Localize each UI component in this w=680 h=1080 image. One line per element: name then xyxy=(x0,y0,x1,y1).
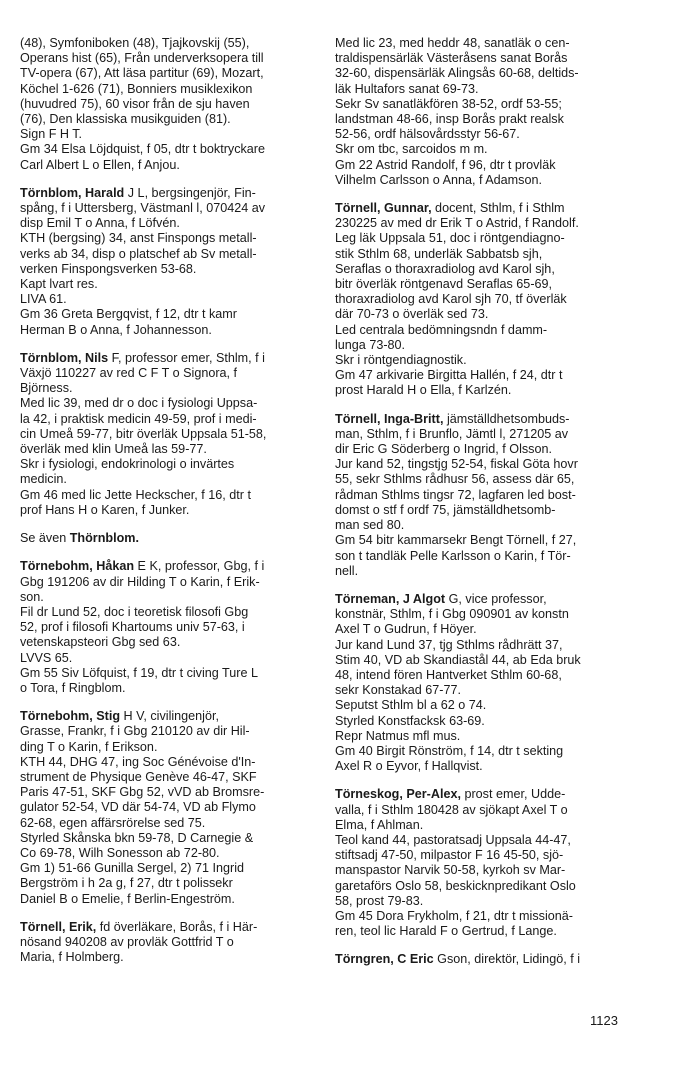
entry-first-line xyxy=(20,351,320,366)
text-line: sekr Konstakad 67-77. xyxy=(335,683,462,698)
text-line: (huvudred 75), 60 visor från de sju haven xyxy=(20,96,250,111)
entry-name: Törngren, C xyxy=(335,952,410,967)
text-line: man, Sthlm, f i Brunflo, Jämtl l, 271205 av xyxy=(335,426,569,441)
text-line: man sed 80. xyxy=(335,518,405,533)
see-also-reference xyxy=(20,531,320,546)
entry-lead: Gson, direktör, Lidingö, f i xyxy=(433,952,580,967)
text-line: medicin. xyxy=(20,472,67,487)
entry-tornell-erik xyxy=(20,920,320,966)
text-line: stik Sthlm 68, underläk Sabbatsb sjh, xyxy=(335,246,543,261)
text-line: thoraxradiolog avd Karol sjh 70, tf överläk xyxy=(335,292,567,307)
text-line: Gm 46 med lic Jette Heckscher, f 16, dtr t xyxy=(20,487,251,502)
text-line: prof Hans H o Karen, f Junker. xyxy=(20,502,190,517)
entry-tornebohm-hakan xyxy=(20,559,320,696)
entry-first-line xyxy=(20,920,320,935)
text-line: Gm 22 Astrid Randolf, f 96, dtr t provläk xyxy=(335,157,556,172)
text-line: 52, prof i filosofi Khartoums univ 57-63, i xyxy=(20,620,245,635)
text-line: Gm 47 arkivarie Birgitta Hallén, f 24, dtr t xyxy=(335,368,563,383)
text-line: Kapt lvart res. xyxy=(20,277,98,292)
text-line: Styrled Skånska bkn 59-78, D Carnegie & xyxy=(20,830,254,845)
text-line: Jur kand Lund 37, tjg Sthlms rådhrätt 37, xyxy=(335,637,563,652)
text-line: Gbg 191206 av dir Hilding T o Karin, f Erik- xyxy=(20,574,260,589)
text-line: son. xyxy=(20,589,44,604)
text-line: Herman B o Anna, f Johannesson. xyxy=(20,322,212,337)
text-line: Carl Albert L o Ellen, f Anjou. xyxy=(20,157,180,172)
text-line: traldispensärläk Västeråsens sanat Borås xyxy=(335,51,568,66)
text-line: LIVA 61. xyxy=(20,292,67,307)
text-line: son t tandläk Pelle Karlsson o Karin, f Tör- xyxy=(335,548,571,563)
text-line: Gm 54 bitr kammarsekr Bengt Törnell, f 27, xyxy=(335,533,577,548)
text-line: Skr i fysiologi, endokrinologi o invärtes xyxy=(20,457,235,472)
text-line: Teol kand 44, pastoratsadj Uppsala 44-47, xyxy=(335,832,571,847)
text-line: valla, f i Sthlm 180428 av sjökapt Axel T o xyxy=(335,802,568,817)
entry-first-line xyxy=(335,952,635,967)
entry-tornebohm-stig xyxy=(20,709,320,907)
text-line: garetaförs Oslo 58, beskicknpredikant Oslo xyxy=(335,878,576,893)
text-line: Paris 47-51, SKF Gbg 52, vVD ab Bromsre- xyxy=(20,785,265,800)
page-number: 1123 xyxy=(590,1013,618,1028)
text-line: Styrled Konstfacksk 63-69. xyxy=(335,713,485,728)
text-line: ding T o Karin, f Erikson. xyxy=(20,739,158,754)
text-line: dir Eric G Söderberg o Ingrid, f Olsson. xyxy=(335,442,552,457)
see-also-prefix: Se även xyxy=(20,531,70,546)
text-line: landstman 48-66, insp Borås prakt realsk xyxy=(335,112,564,127)
text-line: TV-opera (67), Att läsa partitur (69), Mozart, xyxy=(20,66,264,81)
entry-first-line xyxy=(20,559,320,574)
text-line: Fil dr Lund 52, doc i teoretisk filosofi Gbg xyxy=(20,604,249,619)
text-line: disp Emil T o Anna, f Löfvén. xyxy=(20,216,180,231)
entry-name: Törnell, Erik, xyxy=(20,919,97,934)
text-line: Elma, f Ahlman. xyxy=(335,817,424,832)
right-column xyxy=(335,36,635,981)
entry-first-line xyxy=(20,186,320,201)
entry-lead: docent, Sthlm, f i Sthlm xyxy=(431,201,565,216)
text-line: strument de Physique Genève 46-47, SKF xyxy=(20,769,257,784)
entry-lead: G, vice professor, xyxy=(445,591,547,606)
entry-continued xyxy=(20,36,320,173)
text-line: Gm 36 Greta Bergqvist, f 12, dtr t kamr xyxy=(20,307,237,322)
entry-lead: E K, professor, Gbg, f i xyxy=(134,559,265,574)
entry-name: Törnblom, Harald xyxy=(20,185,125,200)
entry-name: Törnblom, Nils xyxy=(20,350,109,365)
text-line: manspastor Narvik 50-58, kyrkoh sv Mar- xyxy=(335,863,566,878)
entry-lead: jämställdhetsombuds- xyxy=(443,411,570,426)
text-line: cin Umeå 59-77, bitr överläk Uppsala 51-58, xyxy=(20,426,267,441)
entry-tornblom-nils xyxy=(20,351,320,518)
entry-first-line xyxy=(20,709,320,724)
entry-tornell-erik-continued xyxy=(335,36,635,188)
text-line: la 42, i praktisk medicin 49-59, prof i medi- xyxy=(20,411,257,426)
text-line: Björness. xyxy=(20,381,73,396)
entry-first-line xyxy=(20,531,320,546)
text-line: Daniel B o Emelie, f Berlin-Engeström. xyxy=(20,891,235,906)
text-line: Skr i röntgendiagnostik. xyxy=(335,353,467,368)
text-line: bitr överläk röntgenavd Seraflas 65-69, xyxy=(335,277,553,292)
entry-tornell-gunnar xyxy=(335,201,635,399)
text-line: Skr om tbc, sarcoidos m m. xyxy=(335,142,488,157)
entry-first-line xyxy=(335,412,635,427)
entry-name: Törnebohm, Håkan xyxy=(20,559,135,574)
text-line: Växjö 110227 av red C F T o Signora, f xyxy=(20,366,238,381)
text-line: domst o stf f ordf 75, jämställdhetsomb- xyxy=(335,502,556,517)
text-line: läk Hultafors sanat 69-73. xyxy=(335,81,479,96)
text-line: gulator 52-54, VD där 54-74, VD ab Flymo xyxy=(20,800,256,815)
text-line: KTH 44, DHG 47, ing Soc Génévoise d'In- xyxy=(20,754,256,769)
entry-torneskog-per-alex xyxy=(335,787,635,939)
entry-torngren-eric xyxy=(335,952,635,967)
left-column xyxy=(20,36,320,978)
text-line: Stim 40, VD ab Skandiastål 44, ab Eda bruk xyxy=(335,652,581,667)
entry-first-line xyxy=(335,592,635,607)
entry-lead: fd överläkare, Borås, f i Här- xyxy=(96,919,258,934)
text-line: Seputst Sthlm bl a 62 o 74. xyxy=(335,698,487,713)
text-line: Grasse, Frankr, f i Gbg 210120 av dir Hil- xyxy=(20,724,250,739)
text-line: Med lic 23, med heddr 48, sanatläk o cen- xyxy=(335,36,570,50)
entry-torneman-algot xyxy=(335,592,635,774)
text-line: Gm 34 Elsa Löjdquist, f 05, dtr t boktryckare xyxy=(20,142,265,157)
entry-lead: prost emer, Udde- xyxy=(460,787,566,802)
text-line: verken Finspongsverken 53-68. xyxy=(20,261,197,276)
text-line: Maria, f Holmberg. xyxy=(20,950,124,965)
entry-name: Törnebohm, Stig xyxy=(20,709,121,724)
text-line: 62-68, egen affärsrörelse sed 75. xyxy=(20,815,206,830)
text-line: 52-56, ordf hälsovårdsstyr 56-67. xyxy=(335,127,520,142)
entry-name-emphasis: Algot xyxy=(412,591,446,606)
entry-tornell-inga-britt xyxy=(335,412,635,579)
text-line: Seraflas o thoraxradiolog avd Karol sjh, xyxy=(335,261,555,276)
entry-name-emphasis: Eric xyxy=(409,952,434,967)
text-line: Co 69-78, Wilh Sonesson ab 72-80. xyxy=(20,845,220,860)
text-line: Axel T o Gudrun, f Höyer. xyxy=(335,622,477,637)
text-line: Gm 55 Siv Löfquist, f 19, dtr t civing Ture L xyxy=(20,665,258,680)
text-line: Vilhelm Carlsson o Anna, f Adamson. xyxy=(335,172,542,187)
text-line: Led centrala bedömningsndn f damm- xyxy=(335,322,548,337)
text-line: Köchel 1-626 (71), Bonniers musiklexikon xyxy=(20,81,253,96)
see-also-name: Thörnblom. xyxy=(69,531,139,546)
text-line: lunga 73-80. xyxy=(335,337,406,352)
text-line: Jur kand 52, tingstjg 52-54, fiskal Göta hovr xyxy=(335,457,578,472)
text-line: Gm 45 Dora Frykholm, f 21, dtr t missionä- xyxy=(335,908,573,923)
entry-name: Törnell, Inga-Britt, xyxy=(335,411,444,426)
text-line: stiftsadj 47-50, milpastor F 16 45-50, sjö- xyxy=(335,848,564,863)
text-line: Axel R o Eyvor, f Hallqvist. xyxy=(335,759,483,774)
text-line: LVVS 65. xyxy=(20,650,73,665)
text-line: 48, intend fören Hantverket Sthlm 60-68, xyxy=(335,667,562,682)
text-line: konstnär, Sthlm, f i Gbg 090901 av konstn xyxy=(335,607,569,622)
entry-lead: H V, civilingenjör, xyxy=(120,709,219,724)
text-line: spång, f i Uttersberg, Västmanl l, 070424 av xyxy=(20,201,266,216)
entry-name: Törnell, Gunnar, xyxy=(335,201,432,216)
text-line: vetenskapsteori Gbg sed 63. xyxy=(20,635,181,650)
text-line: Leg läk Uppsala 51, doc i röntgendiagno- xyxy=(335,231,565,246)
text-line: verks ab 34, disp o platschef ab Sv metall- xyxy=(20,246,257,261)
entry-tornblom-harald xyxy=(20,186,320,338)
text-line: 230225 av med dr Erik T o Astrid, f Randolf. xyxy=(335,216,579,231)
text-line: ren, teol lic Harald F o Gertrud, f Lange. xyxy=(335,924,557,939)
entry-lead: J L, bergsingenjör, Fin- xyxy=(124,185,256,200)
text-line: 32-60, dispensärläk Alingsås 60-68, deltids- xyxy=(335,66,579,81)
text-line: prost Harald H o Ella, f Karlzén. xyxy=(335,383,512,398)
text-line: (76), Den klassiska musikguiden (81). xyxy=(20,112,231,127)
text-line: Gm 40 Birgit Rönström, f 14, dtr t sekting xyxy=(335,743,564,758)
text-line: Sign F H T. xyxy=(20,127,83,142)
text-line: 55, sekr Sthlms rådhusr 56, assess där 65, xyxy=(335,472,575,487)
text-line: Bergström i h 2a g, f 27, dtr t polissekr xyxy=(20,876,233,891)
text-line: Med lic 39, med dr o doc i fysiologi Uppsa- xyxy=(20,396,258,411)
text-line: där 70-73 o överläk sed 73. xyxy=(335,307,489,322)
text-line: Gm 1) 51-66 Gunilla Sergel, 2) 71 Ingrid xyxy=(20,861,245,876)
text-line: överläk med klin Umeå las 59-77. xyxy=(20,442,207,457)
text-line: Sekr Sv sanatläkfören 38-52, ordf 53-55; xyxy=(335,96,562,111)
text-line: nell. xyxy=(335,563,359,578)
text-line: (48), Symfoniboken (48), Tjajkovskij (55), xyxy=(20,36,250,50)
text-line: nösand 940208 av provläk Gottfrid T o xyxy=(20,934,234,949)
text-line: KTH (bergsing) 34, anst Finspongs metall- xyxy=(20,231,257,246)
entry-first-line xyxy=(335,787,635,802)
text-line: Operans hist (65), Från underverksopera till xyxy=(20,51,264,66)
text-line: Repr Natmus mfl mus. xyxy=(335,728,461,743)
entry-name: Törneskog, Per-Alex, xyxy=(335,787,461,802)
text-line: rådman Sthlms tingsr 72, lagfaren led bost- xyxy=(335,487,576,502)
text-line: o Tora, f Ringblom. xyxy=(20,680,126,695)
entry-name: Törneman, J xyxy=(335,591,413,606)
entry-first-line xyxy=(335,201,635,216)
text-line: 58, prost 79-83. xyxy=(335,893,424,908)
entry-lead: F, professor emer, Sthlm, f i xyxy=(108,350,265,365)
